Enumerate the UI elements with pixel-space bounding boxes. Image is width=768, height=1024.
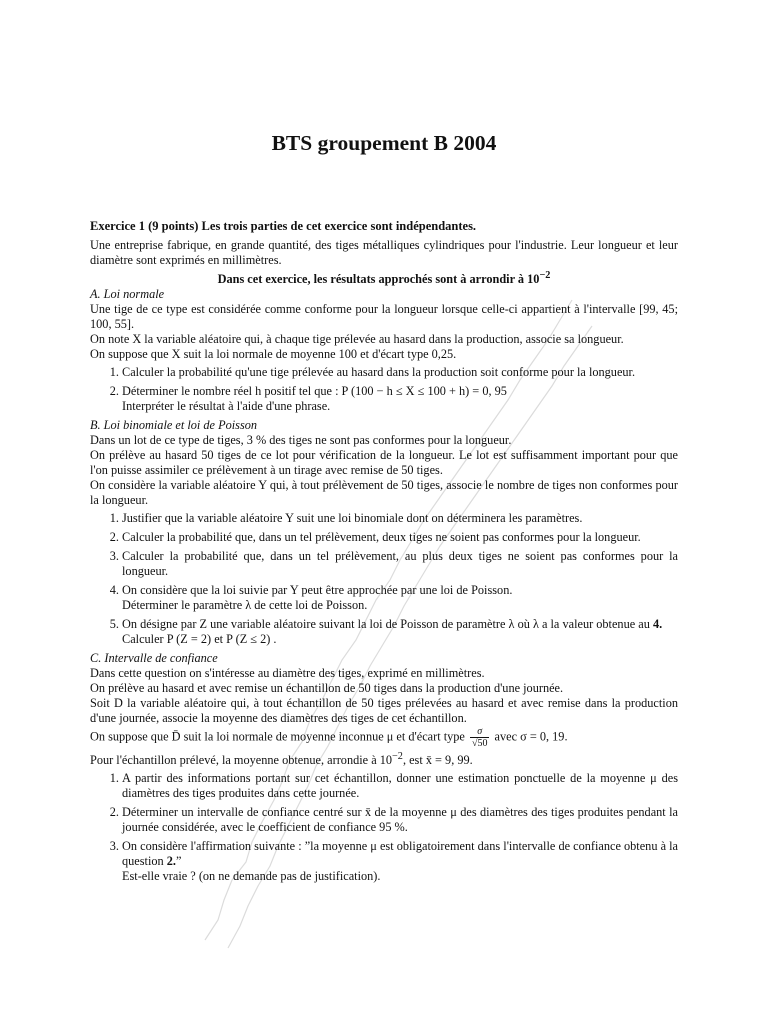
section-b-question-5-line-2: Calculer P (Z = 2) et P (Z ≤ 2) . bbox=[122, 632, 277, 647]
sigma-over-root-50-fraction: $\frac{\sigma}{√50}$ bbox=[471, 726, 488, 750]
section-c-heading: C. Intervalle de confiance bbox=[90, 651, 218, 666]
section-c-question-3: 3. On considère l'affirmation suivante : ”la moyenne μ est obligatoirement dans l'intervalle de confiance obtenu à la question 2.” Est-elle vraie ? (on ne demande pas de justification). bbox=[122, 839, 678, 884]
section-c-paragraph-2: On prélève au hasard et avec remise un échantillon de 50 tiges dans la production d'une journée. bbox=[90, 681, 564, 696]
document-title: BTS groupement B 2004 bbox=[271, 131, 497, 155]
section-b-question-4-line-2: Déterminer le paramètre λ de cette loi de Poisson. bbox=[122, 598, 368, 613]
section-a-question-2 bbox=[122, 384, 678, 414]
section-b-question-1: 1. Justifier que la variable aléatoire Y suit une loi binomiale dont on déterminera les paramètres. bbox=[122, 511, 678, 526]
section-c-paragraph-3: Soit D la variable aléatoire qui, à tout échantillon de 50 tiges prélevées au hasard et avec remise dans la production d'une journée, associe la moyenne des diamètres des tiges de cet échantillon. bbox=[90, 696, 678, 726]
intro-paragraph: Une entreprise fabrique, en grande quantité, des tiges métalliques cylindriques pour l'industrie. Leur longueur et leur diamètre sont exprimés en millimètres. bbox=[90, 238, 678, 267]
rounding-note: Dans cet exercice, les résultats approchés sont à arrondir à $10^{-2}$ bbox=[217, 270, 551, 287]
section-a-paragraph-1: Une tige de ce type est considérée comme conforme pour la longueur lorsque celle-ci appartient à l'intervalle [99, 45; 100, 55]. bbox=[90, 302, 678, 332]
section-b-paragraph-2: On prélève au hasard 50 tiges de ce lot pour vérification de la longueur. Le lot est suffisamment important pour que l'on puisse assimiler ce prélèvement à un tirage avec remise de 50 tiges. bbox=[90, 448, 678, 478]
section-a-question-1: 1. Calculer la probabilité qu'une tige prélevée au hasard dans la production soit conforme pour la longueur. bbox=[122, 365, 678, 380]
section-b-question-5-ref: 4. bbox=[652, 617, 663, 632]
section-c-paragraph-5: Pour l'échantillon prélevé, la moyenne obtenue, arrondie à $10^{-2}$, est x̄ = 9, 99. bbox=[90, 751, 473, 768]
section-b-question-4-line-1: On considère que la loi suivie par Y peut être approchée par une loi de Poisson. bbox=[122, 583, 513, 598]
section-b-paragraph-3: On considère la variable aléatoire Y qui, à tout prélèvement de 50 tiges, associe le nombre de tiges non conformes pour la longueur. bbox=[90, 478, 678, 508]
section-c-question-2: 2. Déterminer un intervalle de confiance centré sur x̄ de la moyenne μ des diamètres des tiges produites pendant la journée considérée, avec le coefficient de confiance 95 %. bbox=[122, 805, 678, 835]
section-c-paragraph-4: On suppose que D̄ suit la loi normale de moyenne inconnue μ et d'écart type $\frac{\sigma}{√50}$ avec σ = 0, 19. bbox=[90, 726, 568, 750]
section-b-heading: B. Loi binomiale et loi de Poisson bbox=[90, 418, 258, 433]
section-b-question-4 bbox=[122, 583, 678, 613]
section-b-paragraph-1: Dans un lot de ce type de tiges, 3 % des tiges ne sont pas conformes pour la longueur. bbox=[90, 433, 512, 448]
section-c-question-3-line-1: On considère l'affirmation suivante : ”la moyenne μ est obligatoirement dans l'intervalle de confiance obtenu à la question bbox=[122, 839, 678, 869]
section-b-question-5 bbox=[122, 617, 678, 647]
exercise-body bbox=[90, 238, 678, 888]
section-b-questions bbox=[90, 511, 678, 647]
section-c-paragraph-1: Dans cette question on s'intéresse au diamètre des tiges, exprimé en millimètres. bbox=[90, 666, 485, 681]
section-a-question-2-line-1: Déterminer le nombre réel h positif tel que : P (100 − h ≤ X ≤ 100 + h) = 0, 95 bbox=[122, 384, 507, 399]
section-c-questions bbox=[90, 771, 678, 884]
section-a-paragraph-2: On note X la variable aléatoire qui, à chaque tige prélevée au hasard dans la production, associe sa longueur. bbox=[90, 332, 624, 347]
exercise-header: Exercice 1 (9 points) Les trois parties de cet exercice sont indépendantes. bbox=[90, 219, 477, 233]
section-c-question-3-ref: 2. bbox=[166, 854, 176, 869]
section-c-question-1: 1. A partir des informations portant sur cet échantillon, donner une estimation ponctuelle de la moyenne μ des diamètres des tiges produites dans cette journée. bbox=[122, 771, 678, 801]
section-a-paragraph-3: On suppose que X suit la loi normale de moyenne 100 et d'écart type 0,25. bbox=[90, 347, 457, 362]
section-b-question-2: 2. Calculer la probabilité que, dans un tel prélèvement, deux tiges ne soient pas conformes pour la longueur. bbox=[122, 530, 678, 545]
section-a-heading: A. Loi normale bbox=[90, 287, 165, 302]
section-b-question-5-line-1: On désigne par Z une variable aléatoire suivant la loi de Poisson de paramètre λ où λ a la valeur obtenue au bbox=[122, 617, 653, 632]
section-a-questions bbox=[90, 365, 678, 414]
section-a-question-2-line-2: Interpréter le résultat à l'aide d'une phrase. bbox=[122, 399, 331, 414]
section-c-question-3-line-2: Est-elle vraie ? (on ne demande pas de justification). bbox=[122, 869, 381, 884]
section-b-question-3: 3. Calculer la probabilité que, dans un tel prélèvement, au plus deux tiges ne soient pas conformes pour la longueur. bbox=[122, 549, 678, 579]
